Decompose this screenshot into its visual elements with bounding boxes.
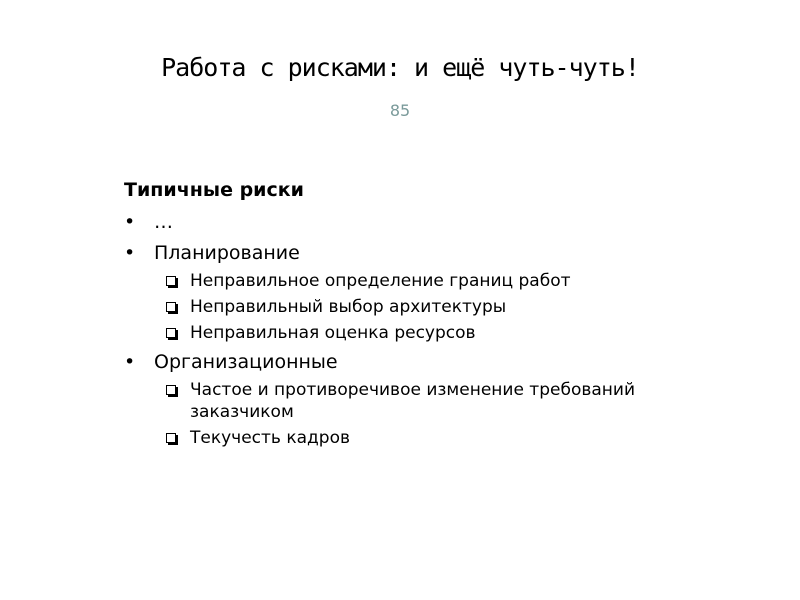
- sub-bullet-item: [124, 270, 684, 292]
- bullet-dot-icon: •: [124, 242, 136, 264]
- sub-bullet-item: [124, 427, 684, 449]
- sub-bullet-item: [124, 296, 684, 318]
- page-number: 85: [389, 101, 411, 120]
- sub-bullet-text: Текучесть кадров: [190, 428, 350, 448]
- bullet-item: [124, 349, 684, 375]
- bullet-dot-icon: •: [124, 211, 136, 233]
- checkbox-bullet-icon: [166, 433, 176, 443]
- slide-title: Работа с рисками: и ещё чуть-чуть!: [161, 53, 639, 82]
- checkbox-bullet-icon: [166, 276, 176, 286]
- bullet-item: [124, 209, 684, 235]
- checkbox-bullet-icon: [166, 385, 176, 395]
- section-heading: Типичные риски: [124, 179, 304, 201]
- checkbox-bullet-icon: [166, 302, 176, 312]
- sub-bullet-text: Неправильный выбор архитектуры: [190, 297, 507, 317]
- checkbox-bullet-icon: [166, 328, 176, 338]
- bullet-dot-icon: •: [124, 351, 136, 373]
- sub-bullet-text: Неправильная оценка ресурсов: [190, 323, 476, 343]
- bullet-text: Организационные: [154, 351, 338, 373]
- bullet-text: …: [154, 211, 173, 233]
- sub-bullet-item: [124, 379, 684, 423]
- bullet-item: [124, 240, 684, 266]
- bullet-text: Планирование: [154, 242, 300, 264]
- sub-bullet-text: Частое и противоречивое изменение требований заказчиком: [190, 380, 635, 422]
- sub-bullet-item: [124, 322, 684, 344]
- sub-bullet-text: Неправильное определение границ работ: [190, 271, 571, 291]
- slide-content: [124, 176, 684, 449]
